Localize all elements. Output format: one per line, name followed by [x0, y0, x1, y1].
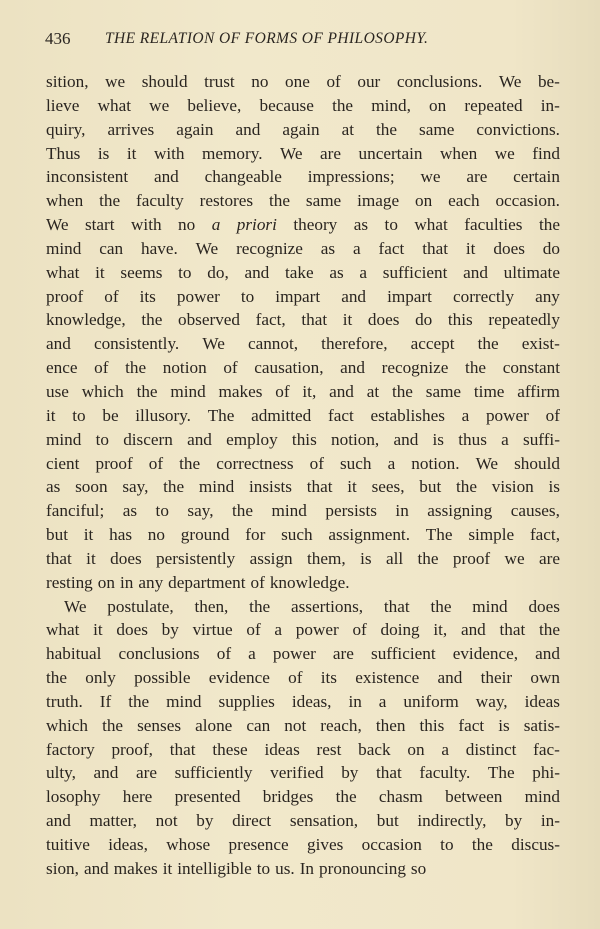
text-line: inconsistent and changeable impressions; we are certain [46, 167, 560, 187]
text-line: use which the mind makes of it, and at the same time affirm [46, 381, 560, 401]
page-number: 436 [45, 29, 71, 48]
text-line: fanciful; as to say, the mind persists in assigning causes, [46, 501, 560, 521]
text-line: mind to discern and employ this notion, and is thus a suffi- [46, 429, 560, 449]
text-line: knowledge, the observed fact, that it does do this repeatedly [46, 310, 560, 330]
text-line: sition, we should trust no one of our conclusions. We be- [46, 72, 560, 91]
text-line: truth. If the mind supplies ideas, in a uniform way, ideas [46, 691, 560, 711]
text-line: and consistently. We cannot, therefore, accept the exist- [46, 334, 560, 354]
text-line: as soon say, the mind insists that it sees, but the vision is [46, 477, 560, 497]
text-line: habitual conclusions of a power are sufficient evidence, and [46, 644, 560, 664]
text-line: lieve what we believe, because the mind, on repeated in- [46, 95, 560, 115]
text-line: losophy here presented bridges the chasm between mind [46, 787, 560, 807]
text-line: ulty, and are sufficiently verified by that faculty. The phi- [46, 763, 560, 783]
text-line: proof of its power to impart and impart correctly any [46, 286, 560, 306]
text-line: ence of the notion of causation, and recognize the constant [46, 358, 560, 378]
text-line: We start with no a priori theory as to what faculties the [46, 215, 560, 235]
text-line: which the senses alone can not reach, then this fact is satis- [46, 715, 560, 735]
running-title: THE RELATION OF FORMS OF PHILOSOPHY. [105, 30, 429, 47]
text-line: and matter, not by direct sensation, but indirectly, by in- [46, 811, 560, 831]
text-line: cient proof of the correctness of such a notion. We should [46, 453, 560, 473]
text-line: factory proof, that these ideas rest back on a distinct fac- [46, 739, 560, 759]
text-line: tuitive ideas, whose presence gives occasion to the discus- [46, 835, 560, 854]
text-line: it to be illusory. The admitted fact establishes a power of [46, 405, 560, 425]
text-line: resting on in any department of knowledge. [46, 572, 350, 592]
text-line: the only possible evidence of its existence and their own [46, 668, 560, 688]
text-line: quiry, arrives again and again at the same convictions. [46, 119, 560, 139]
text-line: We postulate, then, the assertions, that the mind does [64, 596, 560, 616]
text-line: but it has no ground for such assignment. The simple fact, [46, 525, 560, 545]
text-line: mind can have. We recognize as a fact that it does do [46, 238, 560, 258]
body-text [46, 70, 560, 881]
text-line: sion, and makes it intelligible to us. In pronouncing so [46, 858, 427, 878]
text-line: what it seems to do, and take as a sufficient and ultimate [46, 262, 560, 282]
text-line: what it does by virtue of a power of doing it, and that the [46, 620, 560, 640]
text-line: Thus is it with memory. We are uncertain when we find [46, 143, 560, 163]
text-line: when the faculty restores the same image on each occasion. [46, 191, 560, 211]
text-line: that it does persistently assign them, is all the proof we are [46, 548, 560, 568]
